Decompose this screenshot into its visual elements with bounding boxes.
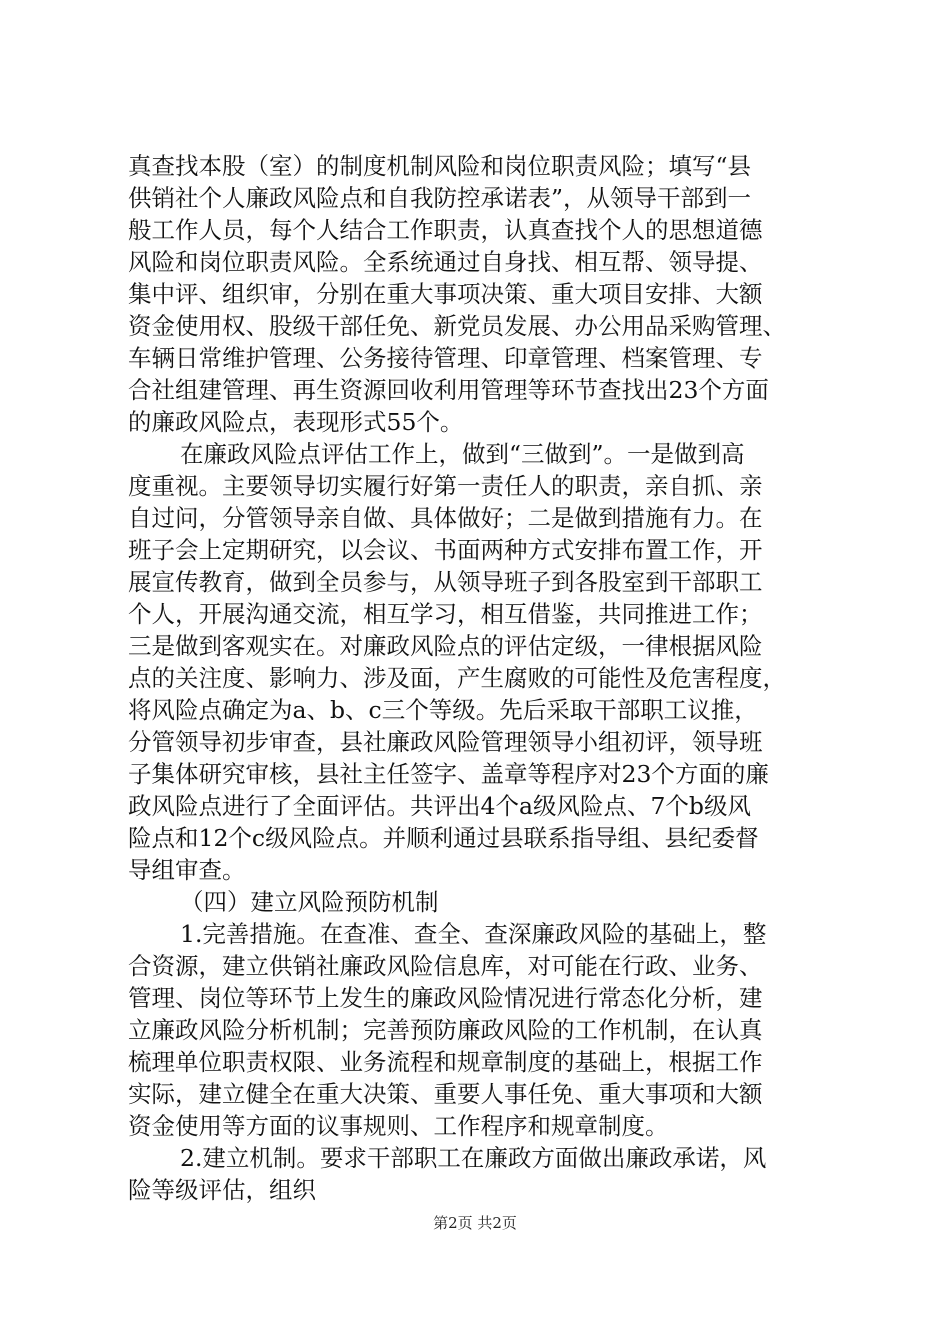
text-line: 子集体研究审核，县社主任签字、盖章等程序对23个方面的廉: [128, 760, 769, 788]
text-line: 度重视。主要领导切实履行好第一责任人的职责，亲自抓、亲: [128, 472, 763, 500]
text-line: 展宣传教育，做到全员参与，从领导班子到各股室到干部职工: [128, 568, 763, 596]
text-line: 实际，建立健全在重大决策、重要人事任免、重大事项和大额: [128, 1080, 763, 1108]
page-footer: 第2页 共2页: [433, 1214, 517, 1232]
text-line: 导组审查。: [128, 856, 246, 884]
text-line: 个人，开展沟通交流，相互学习，相互借鉴，共同推进工作；: [128, 600, 763, 628]
text-line: 政风险点进行了全面评估。共评出4个a级风险点、7个b级风: [128, 792, 751, 820]
text-line: 2.建立机制。要求干部职工在廉政方面做出廉政承诺，风: [180, 1144, 767, 1172]
text-line: 的廉政风险点，表现形式55个。: [128, 408, 464, 436]
text-line: 险点和12个c级风险点。并顺利通过县联系指导组、县纪委督: [128, 824, 759, 852]
text-line: 合资源，建立供销社廉政风险信息库，对可能在行政、业务、: [128, 952, 763, 980]
text-line: 风险和岗位职责风险。全系统通过自身找、相互帮、领导提、: [128, 248, 763, 276]
text-line: （四）建立风险预防机制: [180, 888, 439, 916]
text-line: 资金使用等方面的议事规则、工作程序和规章制度。: [128, 1112, 669, 1140]
text-line: 三是做到客观实在。对廉政风险点的评估定级，一律根据风险: [128, 632, 763, 660]
document-body: [128, 150, 848, 1206]
text-line: 般工作人员，每个人结合工作职责，认真查找个人的思想道德: [128, 216, 763, 244]
text-line: 立廉政风险分析机制；完善预防廉政风险的工作机制，在认真: [128, 1016, 763, 1044]
text-line: 将风险点确定为a、b、c三个等级。先后采取干部职工议推，: [128, 696, 758, 724]
text-line: 供销社个人廉政风险点和自我防控承诺表”，从领导干部到一: [128, 184, 752, 212]
text-line: 管理、岗位等环节上发生的廉政风险情况进行常态化分析，建: [128, 984, 763, 1012]
text-line: 点的关注度、影响力、涉及面，产生腐败的可能性及危害程度，: [128, 664, 786, 692]
text-line: 梳理单位职责权限、业务流程和规章制度的基础上，根据工作: [128, 1048, 763, 1076]
text-line: 1.完善措施。在查准、查全、查深廉政风险的基础上，整: [180, 920, 767, 948]
text-line: 险等级评估，组织: [128, 1176, 316, 1204]
text-line: 自过问，分管领导亲自做、具体做好；二是做到措施有力。在: [128, 504, 763, 532]
text-line: 班子会上定期研究，以会议、书面两种方式安排布置工作，开: [128, 536, 763, 564]
text-line: 真查找本股（室）的制度机制风险和岗位职责风险；填写“县: [128, 152, 752, 180]
text-line: 分管领导初步审查，县社廉政风险管理领导小组初评，领导班: [128, 728, 763, 756]
text-line: 集中评、组织审，分别在重大事项决策、重大项目安排、大额: [128, 280, 763, 308]
text-line: 资金使用权、股级干部任免、新党员发展、办公用品采购管理、: [128, 312, 786, 340]
text-line: 在廉政风险点评估工作上，做到“三做到”。一是做到高: [180, 440, 745, 468]
text-line: 车辆日常维护管理、公务接待管理、印章管理、档案管理、专: [128, 344, 763, 372]
text-line: 合社组建管理、再生资源回收利用管理等环节查找出23个方面: [128, 376, 769, 404]
